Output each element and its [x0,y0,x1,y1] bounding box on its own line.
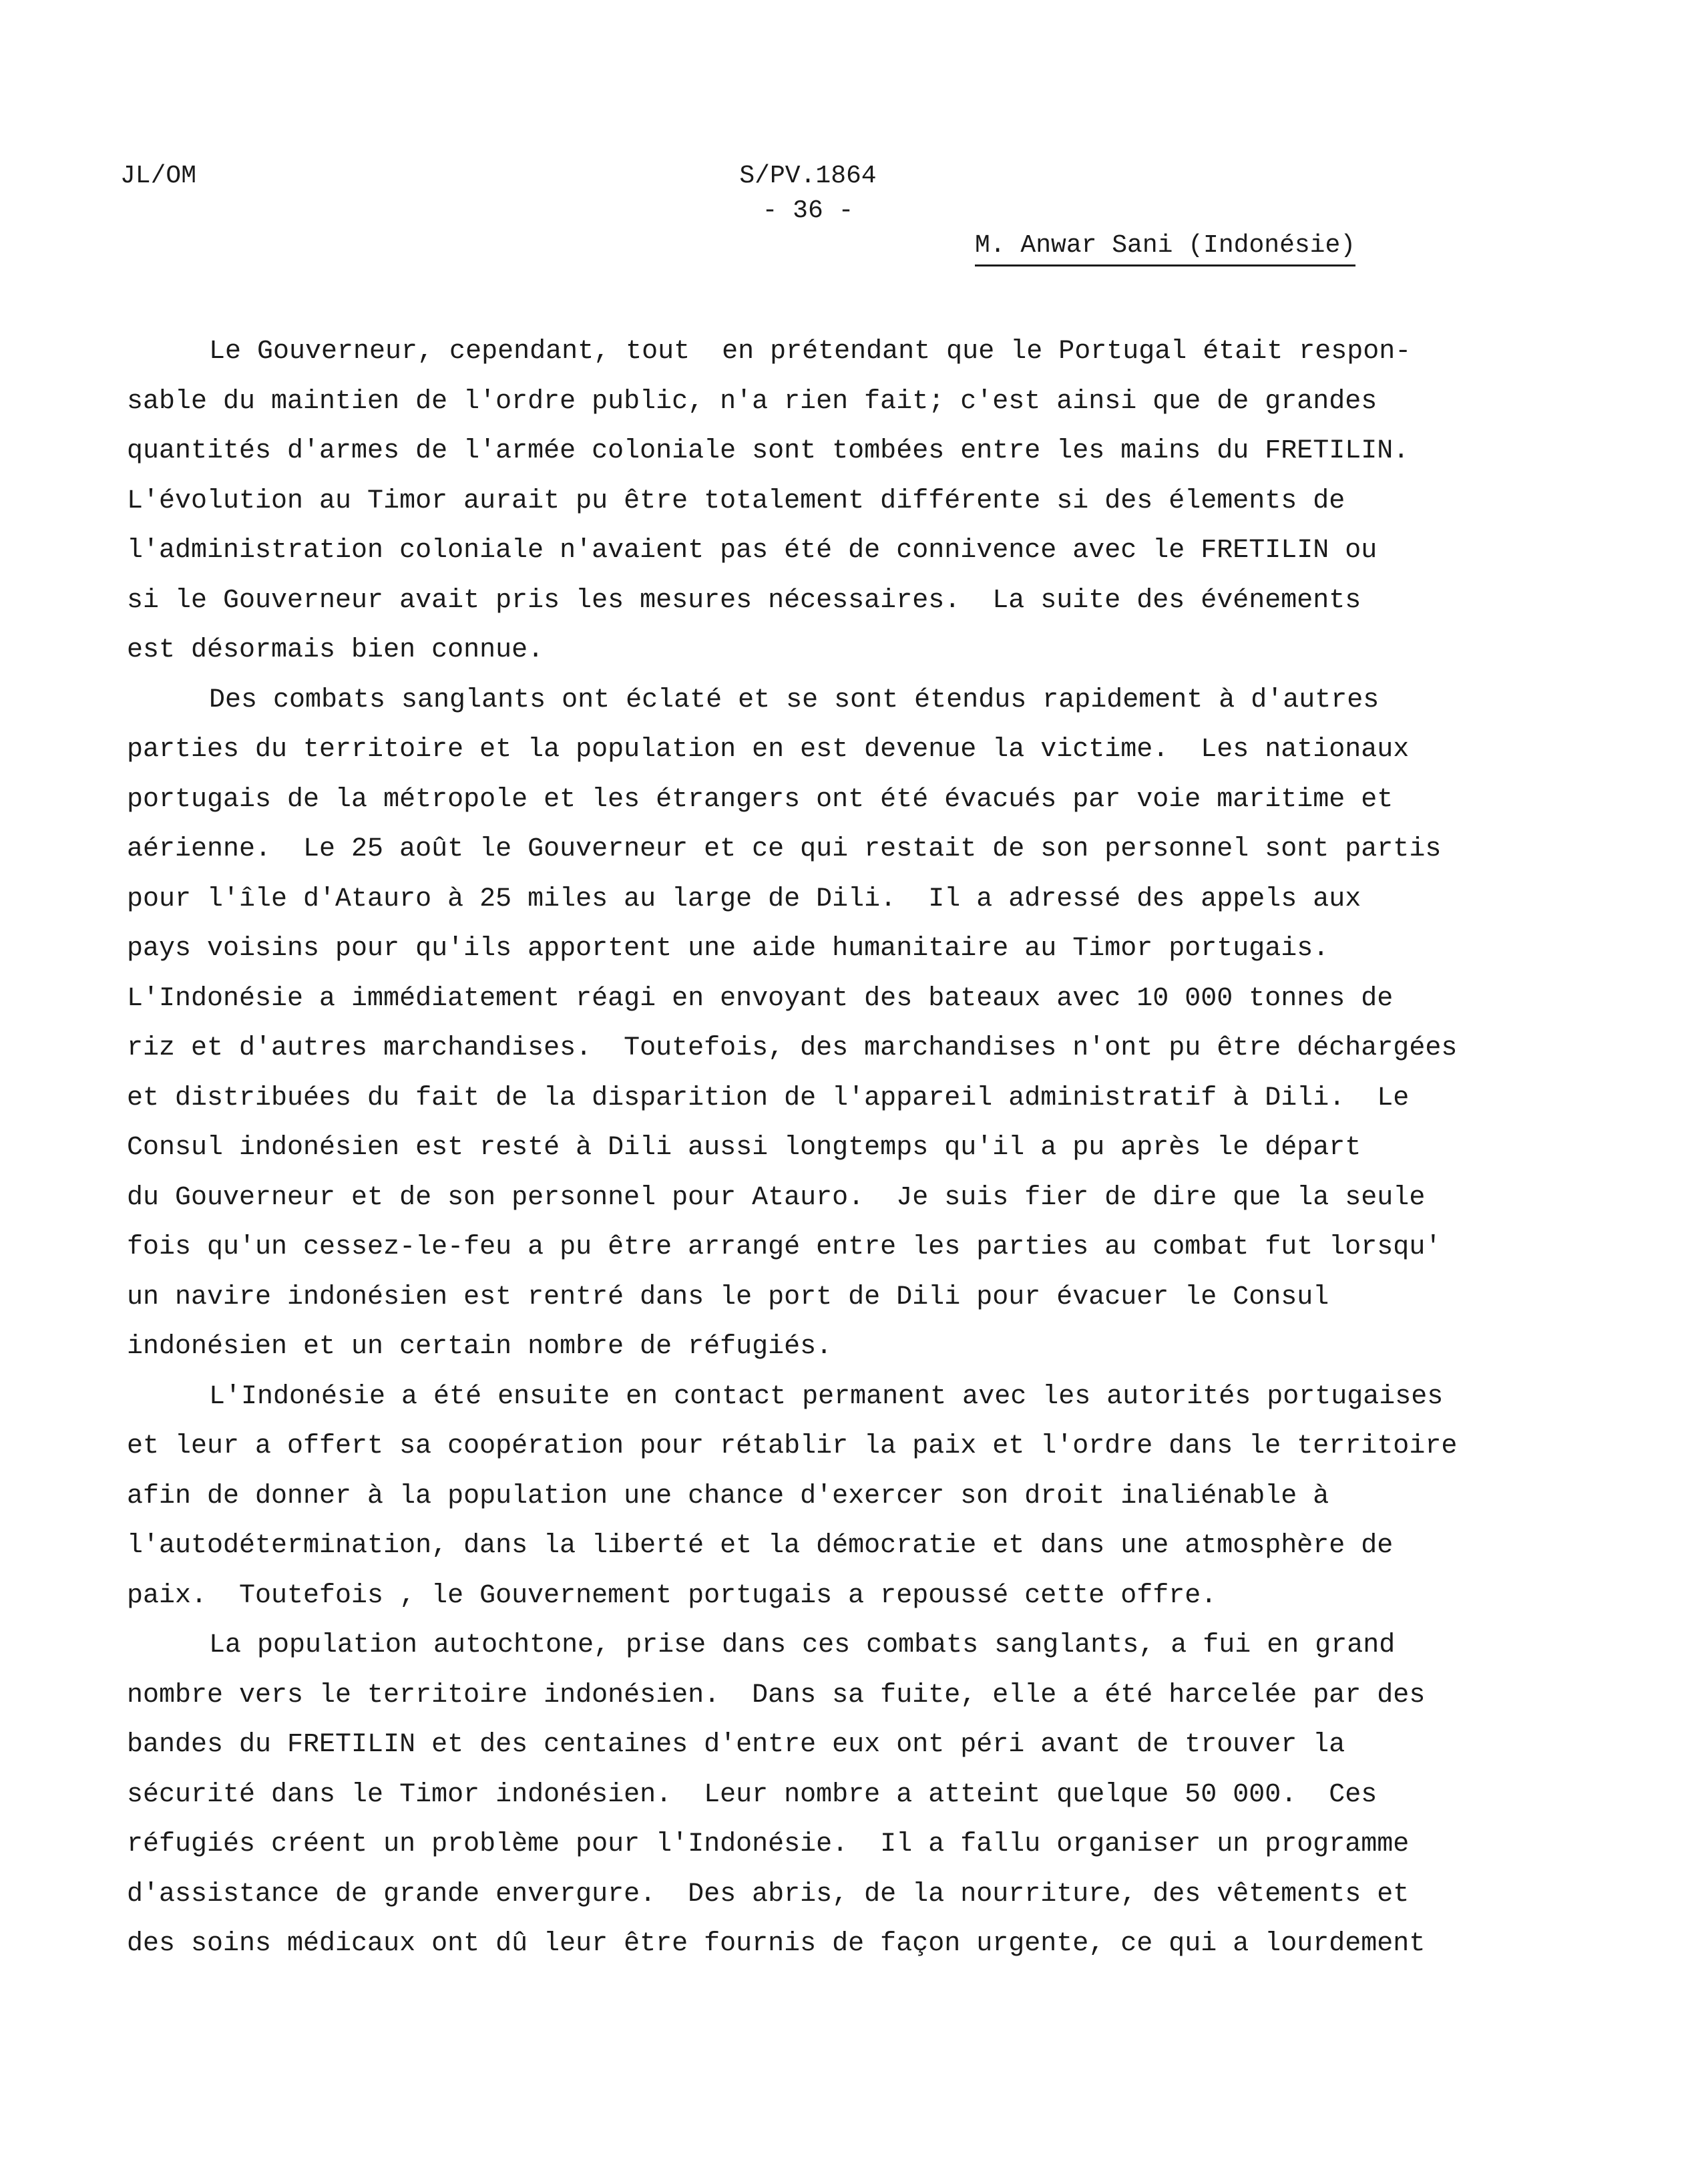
document-header-center [708,159,908,228]
text-line: L'Indonésie a immédiatement réagi en envoyant des bateaux avec 10 000 tonnes de [127,983,1394,1014]
text-line: des soins médicaux ont dû leur être fournis de façon urgente, ce qui a lourdement [127,1929,1426,1959]
text-line: paix. Toutefois , le Gouvernement portugais a repoussé cette offre. [127,1580,1217,1611]
text-line: L'Indonésie a été ensuite en contact permanent avec les autorités portugaises [209,1381,1444,1412]
text-line: sable du maintien de l'ordre public, n'a rien fait; c'est ainsi que de grandes [127,386,1378,417]
text-line: un navire indonésien est rentré dans le port de Dili pour évacuer le Consul [127,1282,1329,1312]
text-line: nombre vers le territoire indonésien. Dans sa fuite, elle a été harcelée par des [127,1680,1426,1710]
document-reference-initials: JL/OM [120,162,197,190]
text-line: réfugiés créent un problème pour l'Indonésie. Il a fallu organiser un programme [127,1829,1410,1859]
document-body [127,327,1562,1970]
text-line: l'administration coloniale n'avaient pas été de connivence avec le FRETILIN ou [127,536,1378,566]
text-line: riz et d'autres marchandises. Toutefois, des marchandises n'ont pu être déchargées [127,1033,1458,1063]
text-line: d'assistance de grande envergure. Des abris, de la nourriture, des vêtements et [127,1879,1410,1909]
text-line: fois qu'un cessez-le-feu a pu être arrangé entre les parties au combat fut lorsqu' [127,1232,1442,1262]
text-line: pays voisins pour qu'ils apportent une aide humanitaire au Timor portugais. [127,934,1329,964]
text-line: quantités d'armes de l'armée coloniale sont tombées entre les mains du FRETILIN. [127,436,1410,466]
text-line: indonésien et un certain nombre de réfugiés. [127,1332,833,1362]
text-line: si le Gouverneur avait pris les mesures nécessaires. La suite des événements [127,585,1361,616]
page-number: - 36 - [762,196,854,225]
text-line: afin de donner à la population une chance d'exercer son droit inaliénable à [127,1481,1329,1511]
text-line: portugais de la métropole et les étrangers ont été évacués par voie maritime et [127,784,1394,815]
text-line: bandes du FRETILIN et des centaines d'entre eux ont péri avant de trouver la [127,1730,1345,1760]
text-line: l'autodétermination, dans la liberté et la démocratie et dans une atmosphère de [127,1531,1394,1561]
speaker-name: M. Anwar Sani (Indonésie) [975,228,1355,266]
text-line: parties du territoire et la population en est devenue la victime. Les nationaux [127,735,1410,765]
paragraph-3 [127,1373,1562,1622]
text-line: Consul indonésien est resté à Dili aussi longtemps qu'il a pu après le départ [127,1133,1361,1163]
text-line: pour l'île d'Atauro à 25 miles au large de Dili. Il a adressé des appels aux [127,884,1361,914]
document-symbol: S/PV.1864 [739,162,877,190]
paragraph-2 [127,676,1562,1373]
text-line: du Gouverneur et de son personnel pour Atauro. Je suis fier de dire que la seule [127,1182,1426,1213]
text-line: et distribuées du fait de la disparition de l'appareil administratif à Dili. Le [127,1083,1410,1113]
text-line: L'évolution au Timor aurait pu être totalement différente si des élements de [127,486,1345,516]
text-line: sécurité dans le Timor indonésien. Leur nombre a atteint quelque 50 000. Ces [127,1779,1378,1810]
paragraph-4 [127,1621,1562,1970]
text-line: Des combats sanglants ont éclaté et se sont étendus rapidement à d'autres [209,685,1380,715]
paragraph-1 [127,327,1562,676]
text-line: aérienne. Le 25 août le Gouverneur et ce qui restait de son personnel sont partis [127,834,1442,864]
text-line: et leur a offert sa coopération pour rétablir la paix et l'ordre dans le territoire [127,1431,1458,1461]
text-line: Le Gouverneur, cependant, tout en prétendant que le Portugal était respon- [209,337,1412,367]
text-line: est désormais bien connue. [127,635,544,665]
text-line: La population autochtone, prise dans ces combats sanglants, a fui en grand [209,1630,1396,1660]
